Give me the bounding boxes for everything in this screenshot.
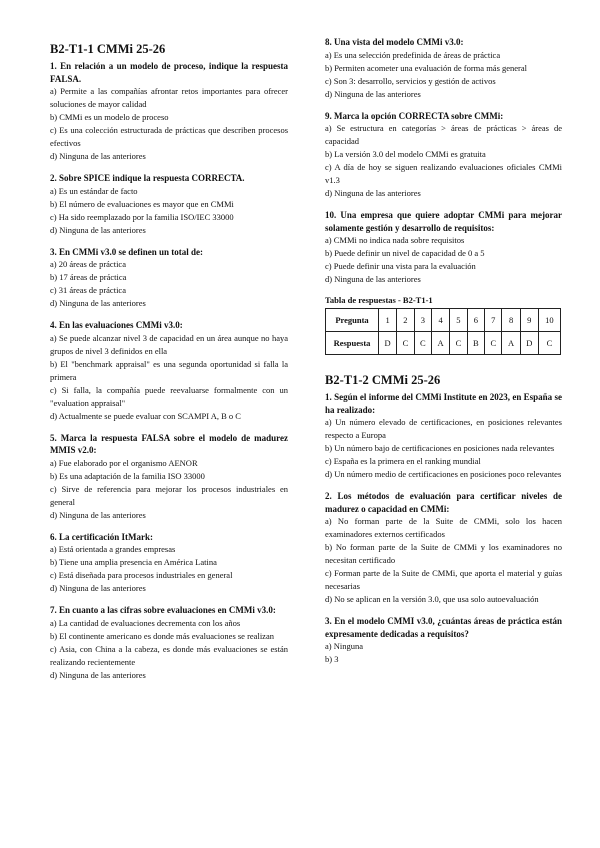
answer-option: c) España es la primera en el ranking mundial: [325, 456, 481, 466]
answer-table-answer-letter: B: [467, 332, 484, 355]
question-text: 1. En relación a un modelo de proceso, indique la respuesta FALSA.: [50, 61, 288, 84]
answer-option: b) El continente americano es donde más evaluaciones se realizan: [50, 630, 274, 641]
answer-option: c) A día de hoy se siguen realizando evaluaciones oficiales CMMi v1.3: [325, 162, 562, 185]
answer-option: b) Puede definir un nivel de capacidad de 0 a 5: [325, 248, 485, 258]
answer-option: c) Si falla, la compañía puede reevaluarse formalmente con un "evaluation appraisal": [50, 384, 288, 408]
answer-option: d) Un número medio de certificaciones en posiciones poco relevantes: [325, 469, 562, 479]
question-text: 5. Marca la respuesta FALSA sobre el modelo de madurez MMIS v2.0:: [50, 432, 288, 455]
question-block: [50, 319, 288, 423]
answer-option: b) No forman parte de la Suite de CMMi y los examinadores no necesitan certificado: [325, 542, 562, 565]
question-block: [50, 60, 288, 163]
answer-table-answer-letter: A: [502, 332, 520, 355]
section-title-b2-t1-1: B2-T1-1 CMMi 25-26: [50, 42, 166, 56]
answer-table-answer-letter: C: [450, 332, 467, 355]
question-list: [50, 60, 288, 682]
answer-option: b) El número de evaluaciones es mayor que en CMMi: [50, 198, 234, 209]
answer-option: b) Tiene una amplia presencia en América Latina: [50, 557, 217, 567]
question-text: 2. Los métodos de evaluación para certificar niveles de madurez o capacidad en CMMi:: [325, 491, 562, 514]
answer-table-question-number: 1: [379, 309, 397, 332]
answer-option: b) CMMi es un modelo de proceso: [50, 112, 169, 122]
question-text: 9. Marca la opción CORRECTA sobre CMMi:: [325, 110, 504, 121]
answer-option: d) Ninguna de las anteriores: [50, 669, 146, 680]
question-text: 4. En las evaluaciones CMMi v3.0:: [50, 320, 183, 330]
answer-option: d) Ninguna de las anteriores: [50, 509, 146, 520]
answer-option: b) 17 áreas de práctica: [50, 272, 127, 282]
left-column: [50, 36, 288, 691]
answer-option: d) Ninguna de las anteriores: [325, 274, 421, 284]
answer-table-question-number: 8: [502, 309, 520, 332]
answer-table-question-number: 2: [397, 309, 414, 332]
answer-option: a) Es un estándar de facto: [50, 185, 138, 196]
answer-option: d) Ninguna de las anteriores: [50, 151, 146, 161]
answer-option: c) Puede definir una vista para la evaluación: [325, 261, 476, 271]
question-list: [325, 36, 562, 286]
answer-table-answer-letter: D: [520, 332, 538, 355]
answer-option: d) Ninguna de las anteriores: [50, 224, 146, 235]
question-block: [50, 604, 288, 682]
answer-option: a) Se puede alcanzar nivel 3 de capacidad en un área aunque no haya grupos de nivel 3 definidos en ella: [50, 332, 288, 356]
answer-table-answer-letter: C: [414, 332, 431, 355]
question-text: 3. En el modelo CMMI v3.0, ¿cuántas áreas de práctica están expresamente dedicadas a requisitos?: [325, 616, 562, 639]
question-text: 2. Sobre SPICE indique la respuesta CORRECTA.: [50, 173, 245, 183]
answer-table-question-number: 6: [467, 309, 484, 332]
answer-option: a) CMMi no indica nada sobre requisitos: [325, 235, 465, 245]
answer-table-question-number: 10: [538, 309, 560, 332]
question-block: [325, 110, 562, 201]
answer-table-answer-letter: A: [432, 332, 450, 355]
question-block: [325, 209, 562, 286]
answer-table-caption: Tabla de respuestas - B2-T1-1: [325, 295, 433, 305]
answer-option: b) La versión 3.0 del modelo CMMi es gratuita: [325, 149, 486, 159]
answer-option: a) 20 áreas de práctica: [50, 259, 126, 269]
answer-option: d) Ninguna de las anteriores: [50, 298, 146, 308]
right-column: [325, 36, 562, 675]
answer-option: a) Un número elevado de certificaciones, en posiciones relevantes respecto a Europa: [325, 417, 562, 440]
answer-option: a) Se estructura en categorías > áreas de prácticas > áreas de capacidad: [325, 123, 562, 146]
answer-option: a) Está orientada a grandes empresas: [50, 544, 176, 554]
answer-option: a) Fue elaborado por el organismo AENOR: [50, 457, 198, 468]
answer-table-question-number: 9: [520, 309, 538, 332]
question-block: [50, 246, 288, 311]
answer-option: c) Ha sido reemplazado por la familia ISO/IEC 33000: [50, 211, 234, 222]
answer-option: b) Un número bajo de certificaciones en posiciones nada relevantes: [325, 443, 555, 453]
answer-option: a) Ninguna: [325, 641, 364, 651]
answer-table-row-answers: [326, 332, 561, 355]
answer-option: c) Son 3: desarrollo, servicios y gestión de activos: [325, 75, 496, 86]
answer-option: c) 31 áreas de práctica: [50, 285, 126, 295]
answer-option: d) Actualmente se puede evaluar con SCAMPI A, B o C: [50, 410, 241, 421]
question-text: 10. Una empresa que quiere adoptar CMMi para mejorar solamente gestión y desarrollo de requisitos:: [325, 210, 562, 233]
answer-option: d) Ninguna de las anteriores: [50, 583, 146, 593]
answer-option: c) Asia, con China a la cabeza, es donde más evaluaciones se están realizando recientemente: [50, 643, 288, 667]
answer-table-answer-letter: C: [397, 332, 414, 355]
answer-option: d) Ninguna de las anteriores: [325, 88, 421, 99]
answer-option: b) Permiten acometer una evaluación de forma más general: [325, 62, 528, 73]
answer-table-answer-letter: D: [379, 332, 397, 355]
answer-option: c) Forman parte de la Suite de CMMi, que aporta el material y guías necesarias: [325, 568, 562, 591]
question-block: [50, 531, 288, 596]
answer-option: c) Sirve de referencia para mejorar los procesos industriales en general: [50, 483, 288, 507]
question-block: [325, 391, 562, 481]
question-text: 7. En cuanto a las cifras sobre evaluaciones en CMMi v3.0:: [50, 605, 276, 615]
answer-option: b) Es una adaptación de la familia ISO 33000: [50, 470, 205, 481]
answer-option: c) Está diseñada para procesos industriales en general: [50, 570, 233, 580]
answer-option: a) Es una selección predefinida de áreas de práctica: [325, 49, 501, 60]
answer-table-question-number: 4: [432, 309, 450, 332]
question-list: [325, 391, 562, 666]
question-block: [50, 432, 288, 522]
answer-table: [325, 308, 561, 355]
question-text: 6. La certificación ItMark:: [50, 531, 153, 542]
question-text: 1. Según el informe del CMMi Institute en 2023, en España se ha realizado:: [325, 392, 562, 415]
question-text: 8. Una vista del modelo CMMi v3.0:: [325, 37, 464, 47]
answer-option: a) La cantidad de evaluaciones decrementa con los años: [50, 617, 241, 628]
answer-option: d) No se aplican en la versión 3.0, que usa solo autoevaluación: [325, 594, 539, 604]
question-text: 3. En CMMi v3.0 se definen un total de:: [50, 246, 203, 257]
question-block: [325, 615, 562, 666]
section-title-b2-t1-2: B2-T1-2 CMMi 25-26: [325, 373, 441, 387]
answer-table-question-number: 3: [414, 309, 431, 332]
answer-table-header-respuesta: Respuesta: [326, 332, 379, 355]
answer-option: b) 3: [325, 654, 339, 664]
answer-table-answer-letter: C: [538, 332, 560, 355]
answer-table-question-number: 5: [450, 309, 467, 332]
question-block: [50, 172, 288, 237]
answer-table-answer-letter: C: [485, 332, 502, 355]
question-block: [325, 36, 562, 101]
answer-table-question-number: 7: [485, 309, 502, 332]
answer-option: b) El "benchmark appraisal" es una segunda oportunidad si falla la primera: [50, 358, 288, 382]
question-block: [325, 490, 562, 606]
answer-option: c) Es una colección estructurada de prácticas que describen procesos efectivos: [50, 125, 288, 148]
answer-option: d) Ninguna de las anteriores: [325, 188, 421, 198]
answer-table-row-questions: [326, 309, 561, 332]
answer-table-header-pregunta: Pregunta: [326, 309, 379, 332]
answer-option: a) No forman parte de la Suite de CMMi, solo los hacen examinadores externos certificados: [325, 516, 562, 539]
answer-option: a) Permite a las compañías afrontar retos importantes para ofrecer soluciones de mayor calidad: [50, 86, 288, 109]
